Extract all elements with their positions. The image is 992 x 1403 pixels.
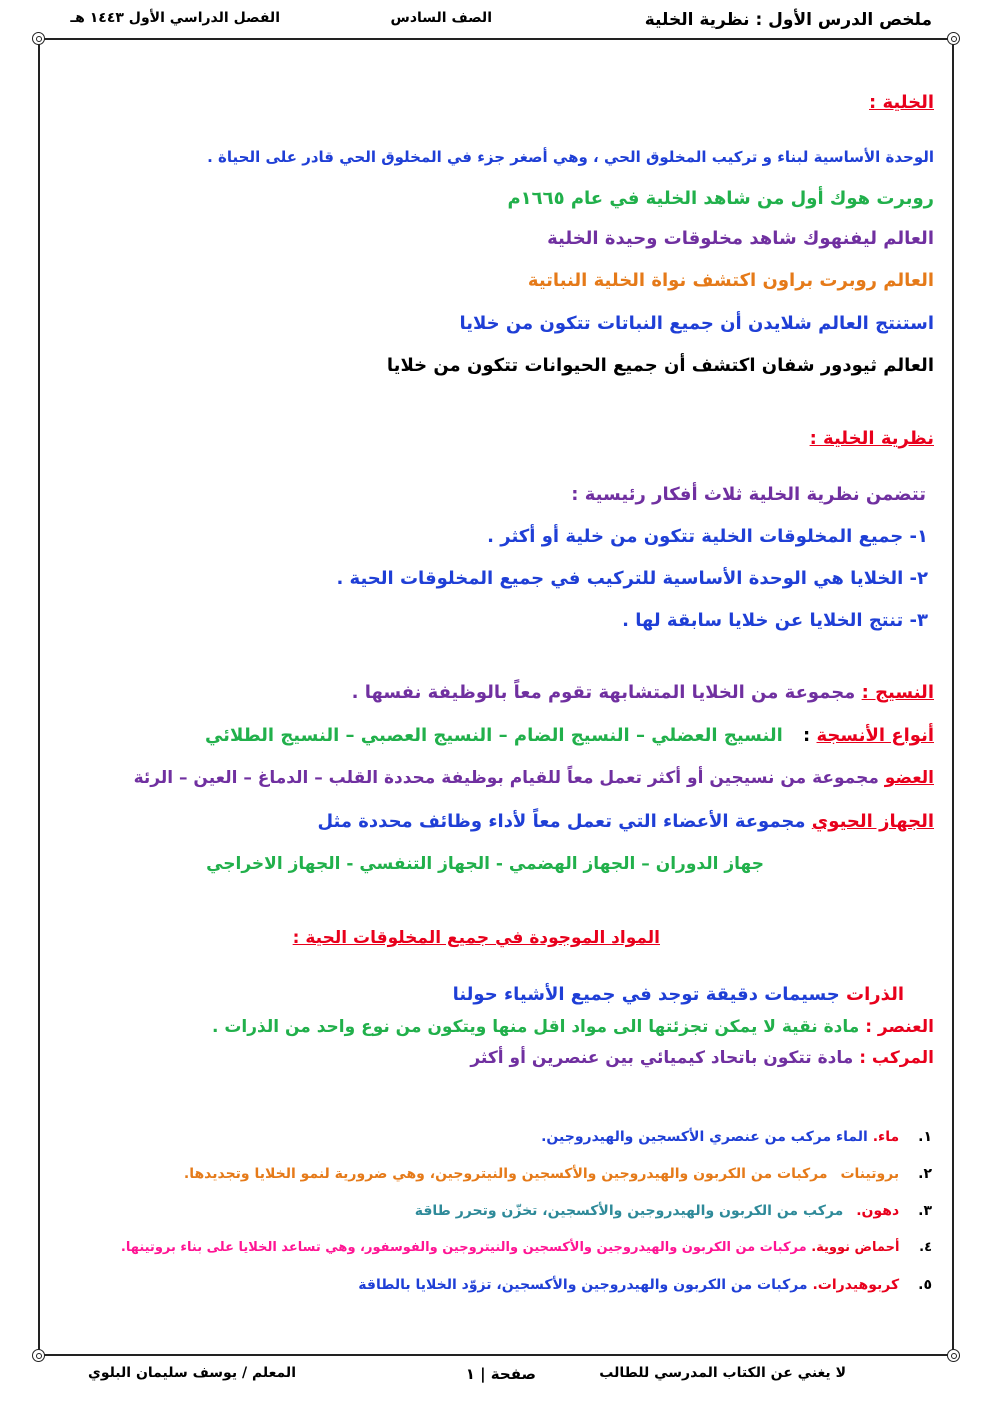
organ-line (134, 768, 934, 788)
fact-hooke: روبرت هوك أول من شاهد الخلية في عام ١٦٦٥م (507, 188, 934, 209)
list-item: ٥. كربوهيدرات. مركبات من الكربون والهيدروجين والأكسجين، تزوّد الخلايا بالطاقة (358, 1277, 932, 1293)
tissue-types-line (205, 725, 934, 746)
system-definition: مجموعة الأعضاء التي تعمل معاً لأداء وظائف محددة مثل (317, 811, 806, 832)
theory-idea-2: ٢- الخلايا هي الوحدة الأساسية للتركيب في جميع المخلوقات الحية . (336, 568, 928, 589)
tissue-term: النسيج : (861, 682, 934, 703)
grade-label: الصف السادس (390, 10, 492, 26)
theory-heading: نظرية الخلية : (809, 428, 934, 449)
list-definition: الماء مركب من عنصري الأكسجين والهيدروجين. (541, 1129, 868, 1145)
system-term: الجهاز الحيوي (811, 811, 934, 832)
list-definition: مركبات من الكربون والهيدروجين والأكسجين، تزوّد الخلايا بالطاقة (358, 1277, 808, 1293)
tissue-line (352, 682, 934, 703)
list-item: ٤. أحماض نووية. مركبات من الكربون والهيدروجين والأكسجين والنيتروجين والفوسفور، وهي تساعد الخلايا على بناء بروتينها. (120, 1240, 932, 1255)
list-definition: مركبات من الكربون والهيدروجين والأكسجين والنيتروجين، وهي ضرورية لنمو الخلايا وتجديدها. (183, 1166, 828, 1182)
organ-definition: مجموعة من نسيجين أو أكثر تعمل معاً للقيام بوظيفة محددة القلب – الدماغ – العين – الرئة (133, 768, 879, 788)
theory-idea-1: ١- جميع المخلوقات الخلية تتكون من خلية أو أكثر . (487, 526, 928, 547)
materials-heading: المواد الموجودة في جميع المخلوقات الحية : (292, 928, 660, 948)
corner-ornament-icon (947, 1349, 960, 1362)
tissue-types-colon: : (796, 725, 817, 746)
footer-note: لا يغني عن الكتاب المدرسي للطالب (599, 1365, 846, 1381)
systems-list: جهاز الدوران – الجهاز الهضمي - الجهاز التنفسي - الجهاز الاخراجي (206, 854, 764, 874)
fact-brown: العالم روبرت براون اكتشف نواة الخلية النباتية (527, 270, 934, 291)
compound-term: المركب : (859, 1048, 934, 1068)
system-line (317, 811, 934, 832)
element-term: العنصر : (865, 1017, 934, 1037)
corner-ornament-icon (32, 1349, 45, 1362)
fact-schwann: العالم ثيودور شفان اكتشف أن جميع الحيوانات تتكون من خلايا (386, 355, 934, 376)
list-item: ٣. دهون. مركب من الكربون والهيدروجين والأكسجين، تخزّن وتحرر طاقة (414, 1203, 932, 1219)
semester-label: الفصل الدراسي الأول ١٤٤٣ هـ (70, 10, 280, 26)
list-term: ماء. (872, 1129, 900, 1145)
list-definition: مركب من الكربون والهيدروجين والأكسجين، تخزّن وتحرر طاقة (414, 1203, 844, 1219)
corner-ornament-icon (32, 32, 45, 45)
element-definition: مادة نقية لا يمكن تجزئتها الى مواد اقل منها ويتكون من نوع واحد من الذرات . (211, 1017, 860, 1037)
tissue-definition: مجموعة من الخلايا المتشابهة تقوم معاً بالوظيفة نفسها . (351, 682, 856, 703)
theory-intro: تتضمن نظرية الخلية ثلاث أفكار رئيسية : (571, 484, 926, 505)
theory-idea-3: ٣- تنتج الخلايا عن خلايا سابقة لها . (622, 610, 928, 631)
compound-definition: مادة تتكون باتحاد كيميائي بين عنصرين أو أكثر (470, 1048, 854, 1068)
compound-line (470, 1048, 934, 1068)
list-item: ٢. بروتينات مركبات من الكربون والهيدروجين والأكسجين والنيتروجين، وهي ضرورية لنمو الخلايا وتجديدها. (183, 1166, 932, 1182)
element-line (212, 1017, 934, 1037)
fact-leeuwenhoek: العالم ليفنهوك شاهد مخلوقات وحيدة الخلية (547, 228, 934, 249)
list-term: أحماض نووية. (811, 1240, 900, 1255)
atoms-term: الذرات (846, 984, 904, 1005)
organ-term: العضو (884, 768, 934, 788)
cell-definition: الوحدة الأساسية لبناء و تركيب المخلوق الحي ، وهي أصغر جزء في المخلوق الحي قادر على الحياة . (207, 148, 934, 166)
atoms-line (453, 984, 904, 1005)
atoms-definition: جسيمات دقيقة توجد في جميع الأشياء حولنا (452, 984, 840, 1005)
list-term: كربوهيدرات. (812, 1277, 900, 1293)
tissue-types-list: النسيج العضلي – النسيج الضام – النسيج العصبي – النسيج الطلائي (204, 725, 783, 746)
page-number: صفحة | ١ (465, 1365, 536, 1383)
list-item: ١. ماء. الماء مركب من عنصري الأكسجين والهيدروجين. (541, 1129, 932, 1145)
list-term: بروتينات (840, 1166, 900, 1182)
fact-schleiden: استنتج العالم شلايدن أن جميع النباتات تتكون من خلايا (459, 313, 934, 334)
teacher-name: المعلم / يوسف سليمان البلوي (87, 1365, 296, 1381)
list-term: دهون. (856, 1203, 900, 1219)
page-title: ملخص الدرس الأول : نظرية الخلية (644, 10, 932, 30)
list-definition: مركبات من الكربون والهيدروجين والأكسجين والنيتروجين والفوسفور، وهي تساعد الخلايا على بناء بروتينها. (120, 1240, 807, 1255)
cell-heading: الخلية : (869, 92, 934, 113)
tissue-types-term: أنواع الأنسجة (816, 725, 934, 746)
corner-ornament-icon (947, 32, 960, 45)
